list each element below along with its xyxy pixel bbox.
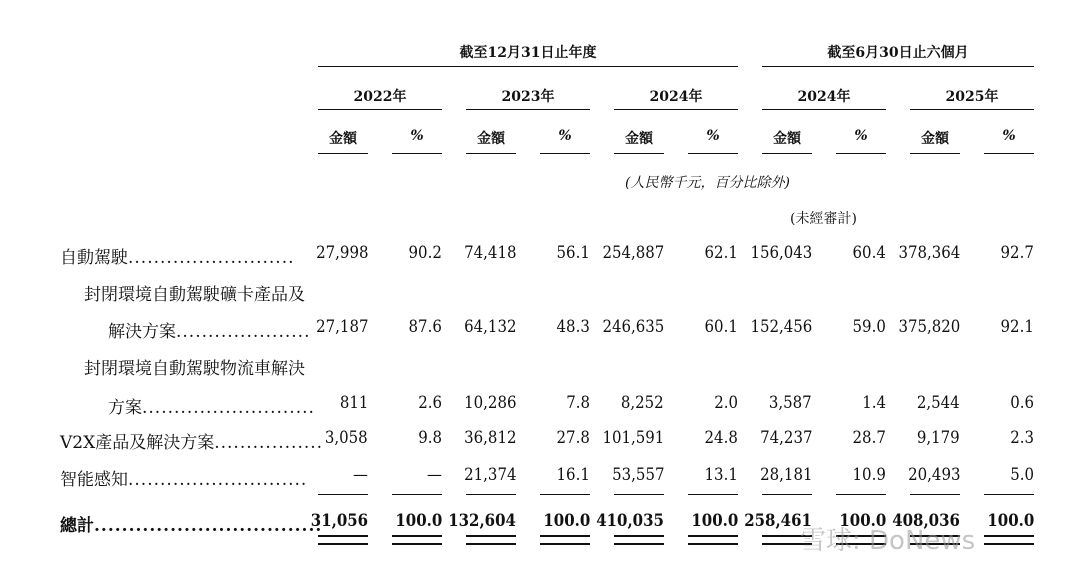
table-cell: 48.3 <box>556 317 590 337</box>
total-double-rule <box>392 535 442 545</box>
total-cell: 100.0 <box>839 511 886 531</box>
subtotal-rule <box>318 494 368 495</box>
table-cell: 254,887 <box>602 243 664 263</box>
total-double-rule <box>466 535 516 545</box>
table-cell: 152,456 <box>750 317 812 337</box>
subheader-rule <box>392 153 442 154</box>
table-cell: 92.1 <box>1000 317 1034 337</box>
row-label-perception: 智能感知............................ <box>60 470 308 490</box>
row-label-mining-2: 解決方案..................... <box>108 322 311 342</box>
table-cell: 0.6 <box>1010 393 1034 413</box>
subheader-rule <box>540 153 590 154</box>
header-half-rule <box>762 66 1034 67</box>
table-cell: 87.6 <box>408 317 442 337</box>
subheader-rule <box>614 153 664 154</box>
table-cell: 16.1 <box>556 465 590 485</box>
year-rule <box>762 109 886 110</box>
total-cell: 132,604 <box>448 511 516 531</box>
total-cell: 408,036 <box>892 511 960 531</box>
subtotal-rule <box>836 494 886 495</box>
subheader-rule <box>762 153 812 154</box>
table-cell: 20,493 <box>907 465 960 485</box>
subheader-amount: 金額 <box>625 131 653 147</box>
subtotal-rule <box>466 494 516 495</box>
table-cell: 246,635 <box>602 317 664 337</box>
unaudited-note: (未經審計) <box>790 211 857 227</box>
year-rule <box>614 109 738 110</box>
unit-note: (人民幣千元，百分比除外) <box>625 175 790 191</box>
subheader-rule <box>836 153 886 154</box>
table-cell: 60.4 <box>852 243 886 263</box>
table-cell: 10.9 <box>852 465 886 485</box>
table-cell: 5.0 <box>1010 465 1034 485</box>
table-cell: 21,374 <box>463 465 516 485</box>
row-label-mining-1: 封閉環境自動駕駛礦卡產品及 <box>84 285 305 305</box>
subtotal-rule <box>910 494 960 495</box>
total-cell: 100.0 <box>691 511 738 531</box>
year-rule <box>466 109 590 110</box>
subheader-percent: % <box>1002 128 1016 144</box>
table-cell: 27,187 <box>315 317 368 337</box>
row-label-logistics-2: 方案........................... <box>108 398 315 418</box>
row-label-logistics-1: 封閉環境自動駕駛物流車解決 <box>84 359 305 379</box>
table-cell: 13.1 <box>704 465 738 485</box>
total-double-rule <box>540 535 590 545</box>
subheader-amount: 金額 <box>773 131 801 147</box>
subheader-percent: % <box>558 128 572 144</box>
table-cell: 375,820 <box>898 317 960 337</box>
table-cell: 156,043 <box>750 243 812 263</box>
table-cell: 2,544 <box>917 393 960 413</box>
subheader-amount: 金額 <box>921 131 949 147</box>
total-double-rule <box>984 535 1034 545</box>
subtotal-rule <box>614 494 664 495</box>
table-cell: 27.8 <box>556 428 590 448</box>
total-cell: 100.0 <box>987 511 1034 531</box>
table-cell: 101,591 <box>602 428 664 448</box>
table-cell: 28.7 <box>852 428 886 448</box>
table-cell: 62.1 <box>704 243 738 263</box>
year-2024-h1: 2024年 <box>797 89 851 105</box>
row-label-autonomous: 自動駕駛.......................... <box>60 248 295 268</box>
total-double-rule <box>614 535 664 545</box>
year-rule <box>910 109 1034 110</box>
subheader-rule <box>910 153 960 154</box>
header-half-group: 截至6月30日止六個月 <box>827 45 969 61</box>
subtotal-rule <box>392 494 442 495</box>
total-double-rule <box>688 535 738 545</box>
table-cell: — <box>353 465 368 485</box>
total-cell: 100.0 <box>543 511 590 531</box>
subtotal-rule <box>984 494 1034 495</box>
subheader-amount: 金額 <box>477 131 505 147</box>
table-cell: 74,237 <box>759 428 812 448</box>
total-cell: 31,056 <box>310 511 368 531</box>
total-cell: 100.0 <box>395 511 442 531</box>
table-cell: 36,812 <box>463 428 516 448</box>
table-cell: 1.4 <box>862 393 886 413</box>
table-cell: 9,179 <box>917 428 960 448</box>
subheader-percent: % <box>410 128 424 144</box>
subheader-percent: % <box>706 128 720 144</box>
table-cell: 811 <box>339 393 368 413</box>
table-cell: 28,181 <box>759 465 812 485</box>
subheader-percent: % <box>854 128 868 144</box>
table-cell: 59.0 <box>852 317 886 337</box>
header-year-group: 截至12月31日止年度 <box>459 45 597 61</box>
row-label-v2x: V2X產品及解決方案................. <box>60 433 324 453</box>
table-cell: 92.7 <box>1000 243 1034 263</box>
table-cell: 9.8 <box>418 428 442 448</box>
table-cell: 10,286 <box>463 393 516 413</box>
table-cell: 64,132 <box>463 317 516 337</box>
table-cell: 3,058 <box>325 428 368 448</box>
subtotal-rule <box>540 494 590 495</box>
table-cell: 2.0 <box>714 393 738 413</box>
year-2023: 2023年 <box>501 89 555 105</box>
total-cell: 258,461 <box>744 511 812 531</box>
subtotal-rule <box>688 494 738 495</box>
table-cell: 90.2 <box>408 243 442 263</box>
subtotal-rule <box>762 494 812 495</box>
table-cell: — <box>427 465 442 485</box>
year-rule <box>318 109 442 110</box>
table-cell: 2.6 <box>418 393 442 413</box>
table-cell: 7.8 <box>566 393 590 413</box>
table-cell: 60.1 <box>704 317 738 337</box>
subheader-amount: 金額 <box>329 131 357 147</box>
table-cell: 74,418 <box>463 243 516 263</box>
table-cell: 27,998 <box>315 243 368 263</box>
year-2024: 2024年 <box>649 89 703 105</box>
subheader-rule <box>318 153 368 154</box>
table-cell: 53,557 <box>611 465 664 485</box>
total-cell: 410,035 <box>596 511 664 531</box>
subheader-rule <box>466 153 516 154</box>
row-label-total: 總計................................. <box>60 516 323 536</box>
table-cell: 8,252 <box>621 393 664 413</box>
total-double-rule <box>318 535 368 545</box>
watermark: 雪球: DoNews <box>800 526 976 556</box>
year-2025-h1: 2025年 <box>945 89 999 105</box>
table-cell: 3,587 <box>769 393 812 413</box>
table-cell: 56.1 <box>556 243 590 263</box>
header-year-rule <box>318 66 738 67</box>
table-cell: 24.8 <box>704 428 738 448</box>
subheader-rule <box>984 153 1034 154</box>
table-cell: 378,364 <box>898 243 960 263</box>
year-2022: 2022年 <box>353 89 407 105</box>
subheader-rule <box>688 153 738 154</box>
table-cell: 2.3 <box>1010 428 1034 448</box>
